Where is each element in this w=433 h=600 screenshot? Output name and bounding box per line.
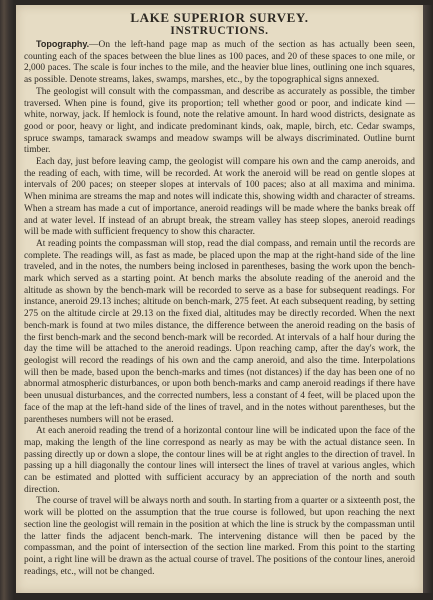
document-page bbox=[16, 5, 424, 593]
paragraph bbox=[24, 496, 415, 578]
paragraph-text: At reading points the compassman will stop, read the dial compass, and remain until the records are complete. The readings will, as fast as made, be placed upon the map at the right-hand side of the line traveled, and in the notes, the numbers being inclosed in parentheses, basing the work upon the bench-mark which served as a starting point. At bench marks the absolute reading of the aneroid and the altitude as shown by the bench-mark will be recorded to serve as a base for subsequent readings. For instance, aneroid 29.13 inches; altitude on bench-mark, 275 feet. At each subsequent reading, by setting 275 on the altitude circle at 29.13 on the fixed dial, altitudes may be directly recorded. When the next bench-mark is found at two miles distance, the difference between the aneroid reading on the basis of the first bench-mark and the second bench-mark will be recorded. At intervals of a half hour during the day the time will be attached to the aneroid readings. Upon reaching camp, after the day's work, the geologist will record the readings of his own and the camp aneroid, and also the time. Interpolations will then be made, based upon the bench-marks and times (not distances) if the day has been one of no abnormal atmospheric disturbances, or upon both bench-marks and camp aneroid readings if there have been unusual disturbances, and the corrected numbers, less a constant of 4 feet, will be placed upon the face of the map at the left-hand side of the lines of travel, and in the notes without parentheses, but the parentheses numbers will not be erased. bbox=[24, 238, 415, 425]
paragraph-text: The geologist will consult with the compassman, and describe as accurately as possible, the timber traversed. When pine is found, give its proportion; tell whether good or poor, and indicate kind — white, norway, jack. If hemlock is found, note the relative amount. In hard wood districts, designate as good or poor, heavy or light, and indicate predominant kinds, oak, maple, birch, etc. Cedar swamps, spruce swamps, tamarack swamps and meadow swamps will be always discriminated. Outline burnt timber. bbox=[24, 86, 415, 156]
paragraph-text: Each day, just before leaving camp, the geologist will compare his own and the camp aneroids, and the reading of each, with time, will be recorded. At work the aneroid will be read on gentle slopes at intervals of 200 paces; on steeper slopes at intervals of 100 paces; also at all maxima and minima. When minima are streams the map and notes will indicate this, showing width and character of streams. When a stream has made a cut of importance, aneroid readings will be made where the banks break off and at water level. If instead of an abrupt break, the stream valley has steep slopes, aneroid readings will be made with sufficient frequency to show this character. bbox=[24, 157, 415, 238]
paragraph bbox=[24, 239, 415, 426]
paragraph-list bbox=[24, 39, 415, 578]
document-title: LAKE SUPERIOR SURVEY. bbox=[130, 10, 309, 25]
paragraph-text: The course of travel will be always north and south. In starting from a quarter or a sixteenth post, the work will be plotted on the assumption that the true course is followed, but upon reaching the next section line the geologist will remain in the position at which the line is struck by the compassman until the latter finds the adjacent bench-mark. The intervening distance will then be paced by the compassman, and the point of intersection of the section line marked. From this point to the starting point, a right line will be drawn as the actual course of travel. The positions of the contour lines, aneroid readings, etc., will not be changed. bbox=[24, 496, 415, 577]
document-subtitle: INSTRUCTIONS. bbox=[170, 25, 269, 37]
paragraph bbox=[24, 87, 415, 157]
paragraph-text: —On the left-hand page map as much of the section as has actually been seen, counting each of the spaces between the blue lines as 100 paces, and 20 of these spaces to one mile, or 2,000 paces. The scale is four inches to the mile, and the heavier blue lines, outlining one inch squares, as possible. Denote streams, lakes, swamps, marshes, etc., by the topographical signs annexed. bbox=[24, 40, 415, 86]
paragraph-lead: Topography. bbox=[36, 39, 90, 49]
paragraph-text: At each aneroid reading the trend of a horizontal contour line will be indicated upon the face of the map, making the length of the line correspond as nearly as may be with the actual distance seen. In passing directly up or down a slope, the contour lines will be at right angles to the direction of travel. In passing up a hill diagonally the contour lines will intersect the lines of travel at various angles, which can be estimated and plotted with sufficient accuracy by an appreciation of the north and south direction. bbox=[24, 426, 415, 495]
paragraph bbox=[24, 39, 415, 87]
paragraph bbox=[24, 157, 415, 239]
document-body bbox=[24, 11, 415, 578]
paragraph bbox=[24, 426, 415, 496]
